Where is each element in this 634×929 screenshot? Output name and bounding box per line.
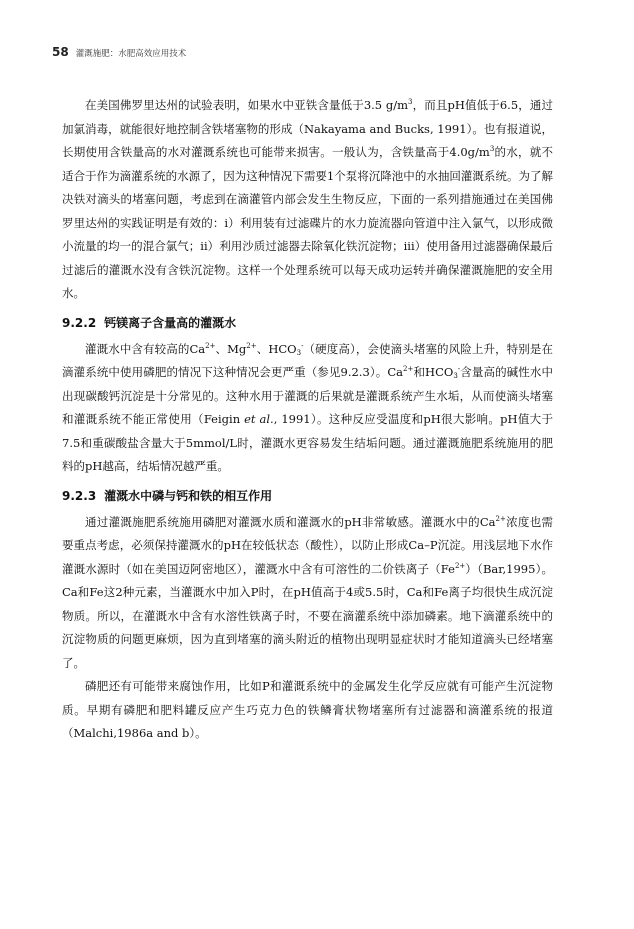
section-title: 钙镁离子含量高的灌溉水 xyxy=(104,315,237,330)
superscript: 2+ xyxy=(495,514,506,523)
section-number: 9.2.2 xyxy=(62,315,97,330)
text-run: 浓度也需要重点考虑，必须保持灌溉水的pH在较低状态（酸性），以防止形成Ca–P沉淀。用浅层地下水作灌溉水源时（如在美国迈阿密地区），灌溉水中含有可溶性的二价铁离子（Fe xyxy=(62,514,554,576)
text-run: , 1991）。这种反应受温度和pH很大影响。pH值大于7.5和重碳酸盐含量大于5mmol/L时，灌溉水更容易发生结垢问题。通过灌溉施肥系统施用的肥料的pH越高，结垢情况越严重。 xyxy=(62,412,553,473)
subscript: 3 xyxy=(296,348,302,357)
italic-citation: et al. xyxy=(244,412,274,426)
text-run: （硬度高），会使滴头堵塞的风险上升，特别是在滴灌系统中使用磷肥的情况下这种情况会更严重（参见9.2.3）。Ca xyxy=(62,341,554,379)
text-run: 通过灌溉施肥系统施用磷肥对灌溉水质和灌溉水的pH非常敏感。灌溉水中的Ca xyxy=(85,514,496,529)
superscript: 2+ xyxy=(454,561,466,570)
text-run: 的水，就不适合于作为滴灌系统的水源了，因为这种情况下需要1个泵将沉降池中的水抽回灌溉系统。为了解决铁对滴头的堵塞问题，考虑到在滴灌管内部会发生生物反应，下面的一系列措施通过在美国佛罗里达州的实践证明是有效的：i）利用装有过滤碟片的水力旋流器向管道中注入氯气，以形成微小流量的均一的混合氯气；ii）利用沙质过滤器去除氧化铁沉淀物；iii）使用备用过滤器确保最后过滤后的灌溉水没有含铁沉淀物。这样一个处理系统可以每天成功运转并确保灌溉施肥的安全用水。 xyxy=(62,145,553,300)
subscript: 3 xyxy=(453,372,458,380)
superscript: 2+ xyxy=(403,365,414,373)
section-heading-9-2-2 xyxy=(62,313,553,333)
text-run: ）（Bar,1995）。Ca和Fe这2种元素，当灌溉水中加入P时，在pH值高于4或5.5时，Ca和Fe离子均很快生成沉淀物质。所以，在灌溉水中含有水溶性铁离子时，不要在滴灌系统中添加磷素。地下滴灌系统中的沉淀物质的问题更麻烦，因为直到堵塞的滴头附近的植物出现明显症状时才能知道滴头已经堵塞了。 xyxy=(62,561,553,670)
text-run: 和HCO xyxy=(413,365,454,379)
section-title: 灌溉水中磷与钙和铁的相互作用 xyxy=(104,488,273,503)
text-run: 、Mg xyxy=(215,341,247,356)
body-text xyxy=(62,94,553,746)
superscript: 2+ xyxy=(205,341,216,350)
paragraph-calcium-magnesium xyxy=(62,338,553,479)
book-title: 灌溉施肥：水肥高效应用技术 xyxy=(75,49,187,59)
text-run: 含量高的碱性水中出现碳酸钙沉淀是十分常见的。这种水用于灌溉的后果就是灌溉系统产生水垢，从而使滴头堵塞和灌溉系统不能正常使用（Feigin xyxy=(62,365,553,426)
section-number: 9.2.3 xyxy=(62,488,97,503)
page-number: 58 xyxy=(52,45,69,59)
text-run: ，而且pH值低于6.5，通过加氯消毒，就能很好地控制含铁堵塞物的形成（Nakayama and Bucks, 1991）。也有报道说，长期使用含铁量高的水对灌溉系统也可能带来损害。一般认为，含铁量高于4.0g/m xyxy=(62,98,553,159)
text-run: 磷肥还有可能带来腐蚀作用，比如P和灌溉系统中的金属发生化学反应就有可能产生沉淀物质。早期有磷肥和肥料罐反应产生巧克力色的铁鳞膏状物堵塞所有过滤器和滴灌系统的报道（Malchi,1986a and b）。 xyxy=(62,679,553,740)
text-run: 在美国佛罗里达州的试验表明，如果水中亚铁含量低于3.5 g/m xyxy=(85,98,409,112)
superscript: - xyxy=(301,341,304,350)
superscript: - xyxy=(457,365,461,373)
text-run: 灌溉水中含有较高的Ca xyxy=(85,341,206,356)
paragraph-iron-water xyxy=(62,94,553,306)
paragraph-phosphorus-interaction xyxy=(62,511,553,676)
paragraph-corrosion xyxy=(62,675,553,746)
superscript: 3 xyxy=(408,98,413,106)
text-run: 、HCO xyxy=(256,341,297,356)
section-heading-9-2-3 xyxy=(62,486,553,506)
superscript: 2+ xyxy=(246,341,257,350)
superscript: 3 xyxy=(489,145,495,153)
running-header xyxy=(52,45,186,59)
